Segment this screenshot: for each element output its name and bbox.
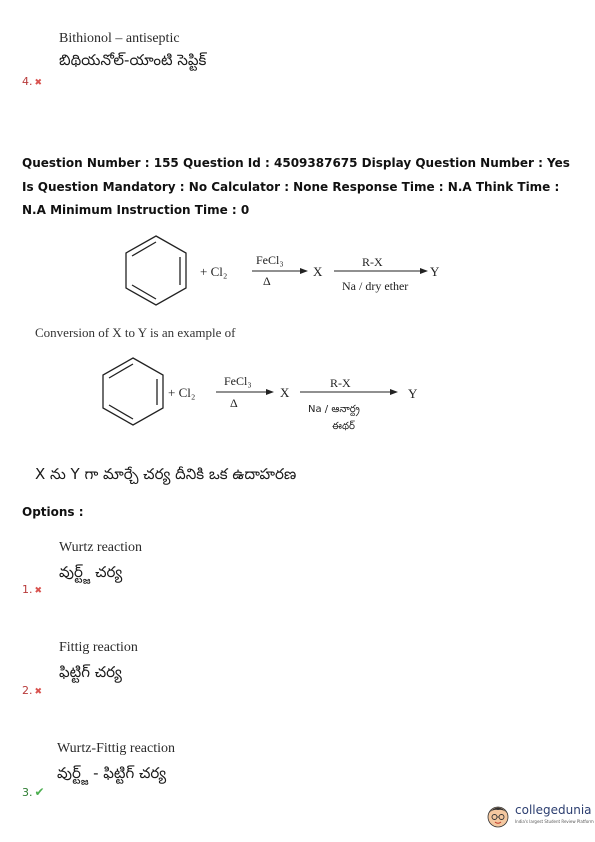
scheme2-arrow2-head	[390, 389, 398, 395]
wrong-mark-icon: ✖	[34, 586, 43, 596]
scheme2-arrow1-head	[266, 389, 274, 395]
reaction-scheme-english	[120, 230, 420, 320]
logo-name: collegedunia	[515, 803, 592, 817]
reaction-scheme-telugu	[100, 352, 430, 442]
collegedunia-logo	[483, 800, 594, 832]
options-label: Options :	[22, 505, 84, 519]
scheme1-rx: R-X	[362, 255, 383, 269]
option-4-number	[22, 75, 42, 88]
scheme1-arrow1-head	[300, 268, 308, 274]
correct-check-icon: ✔	[34, 785, 45, 799]
scheme2-heat: Δ	[230, 396, 238, 410]
question-header: Question Number : 155 Question Id : 4509387675 Display Question Number : Yes Is Question Mandatory : No Calculator : None Response Time : N.A Think Time : N.A Minimum Instruction Time : 0	[22, 156, 570, 217]
wrong-mark-icon: ✖	[34, 687, 43, 697]
option-1-telugu: వుర్ట్జ్ చర్య	[59, 563, 123, 581]
option-3-telugu: వుర్ట్జ్ - ఫిట్టిగ్ చర్య	[57, 764, 167, 782]
scheme1-catalyst: FeCl₃	[256, 253, 284, 267]
option-2-telugu: ఫిట్టిగ్ చర్య	[59, 663, 122, 681]
option-2-english: Fittig reaction	[59, 640, 138, 655]
scheme2-conditions-b: ఈథర్	[332, 421, 355, 432]
scheme1-heat: Δ	[263, 274, 271, 288]
scheme2-y: Y	[408, 386, 418, 401]
scheme2-catalyst: FeCl₃	[224, 374, 252, 388]
scheme1-y: Y	[430, 264, 440, 279]
scheme2-rx: R-X	[330, 376, 351, 390]
benzene-ring-icon	[126, 236, 186, 305]
option-3-english: Wurtz-Fittig reaction	[57, 741, 176, 756]
logo-tagline: India's largest Student Review Platform	[515, 819, 594, 824]
option-4-english: Bithionol – antiseptic	[59, 31, 180, 46]
mascot-face-icon	[485, 802, 511, 830]
option-4-number-text: 4.	[22, 75, 33, 88]
option-3-number-text: 3.	[22, 786, 33, 799]
scheme2-x: X	[280, 385, 290, 400]
option-1-number-text: 1.	[22, 583, 33, 596]
option-1-english: Wurtz reaction	[59, 540, 143, 555]
scheme2-conditions-a: Na / ఆనార్ద్ర	[308, 404, 360, 415]
scheme1-reagent: + Cl₂	[200, 264, 228, 279]
benzene-ring-icon	[103, 358, 163, 425]
option-2-number	[22, 684, 42, 697]
question-text-telugu: X ను Y గా మార్చే చర్య దీనికి ఒక ఉదాహరణ	[35, 465, 297, 483]
option-1-number	[22, 583, 42, 596]
option-2-number-text: 2.	[22, 684, 33, 697]
scheme2-reagent: + Cl₂	[168, 385, 196, 400]
option-4-telugu: బిథియనోల్-యాంటి సెప్టిక్	[59, 51, 207, 69]
question-text-english: Conversion of X to Y is an example of	[35, 325, 236, 340]
scheme1-arrow2-tail	[420, 262, 440, 282]
wrong-mark-icon: ✖	[34, 78, 43, 88]
scheme1-x: X	[313, 264, 323, 279]
option-3-number	[22, 785, 45, 799]
scheme1-conditions: Na / dry ether	[342, 279, 409, 293]
